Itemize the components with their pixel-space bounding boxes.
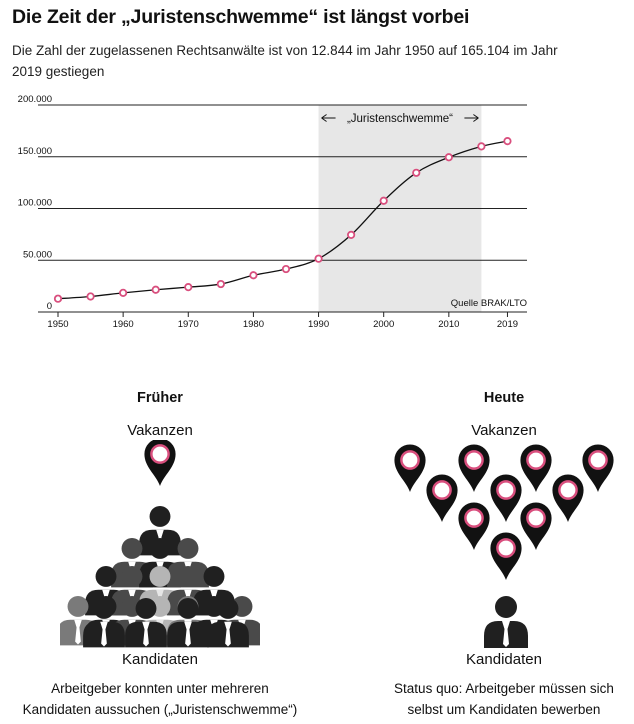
caption-frueher-line-1: Arbeitgeber konnten unter mehreren: [51, 681, 269, 696]
person-head: [150, 538, 171, 559]
person-head: [178, 566, 199, 587]
location-pin-icon: [520, 502, 551, 550]
panel-heading-heute: Heute: [483, 390, 525, 406]
data-point: [283, 266, 289, 272]
data-point: [315, 255, 321, 261]
data-point: [185, 284, 191, 290]
x-tick-label: 2019: [496, 319, 519, 330]
pin-center: [497, 481, 514, 498]
data-point: [120, 290, 126, 296]
person-head: [218, 598, 239, 619]
person-head: [204, 566, 225, 587]
person-head: [150, 566, 171, 587]
person-head: [178, 598, 199, 619]
person-head: [495, 596, 517, 618]
source-note: Quelle BRAK/LTO: [450, 298, 527, 309]
location-pin-icon: [552, 474, 583, 522]
data-point: [153, 287, 159, 293]
location-pin-icon: [582, 444, 613, 492]
location-pin-icon: [144, 440, 175, 486]
person-head: [68, 596, 89, 617]
x-tick-label: 1950: [47, 319, 69, 330]
caption-frueher-line-2: Kandidaten aussuchen („Juristenschwemme“): [22, 702, 298, 717]
chart-subtitle: Die Zahl der zugelassenen Rechtsanwälte ist von 12.844 im Jahr 1950 auf 165.104 im Jahr 2019 gestiegen: [12, 43, 558, 79]
person-head: [94, 598, 115, 619]
location-pin-icon: [458, 444, 489, 492]
pin-center: [559, 481, 576, 498]
pin-center: [465, 451, 482, 468]
x-tick-label: 1960: [112, 319, 134, 330]
caption-heute: [354, 678, 634, 720]
data-point: [55, 296, 61, 302]
person-icon: [484, 596, 528, 648]
location-pin-icon: [426, 474, 457, 522]
person-head: [150, 506, 171, 527]
x-tick-label: 2010: [438, 319, 460, 330]
y-tick-label: 200.000: [17, 94, 52, 105]
pin-center: [433, 481, 450, 498]
y-tick-label: 100.000: [17, 197, 52, 209]
location-pin-icon: [458, 502, 489, 550]
panel-heading-frueher: Früher: [137, 390, 183, 406]
x-tick-label: 1980: [242, 319, 264, 330]
x-tick-label: 2000: [373, 319, 395, 330]
pin-center: [527, 451, 544, 468]
person-head: [96, 566, 117, 587]
pin-center: [497, 539, 514, 556]
highlight-label: „Juristenschwemme“: [346, 113, 454, 125]
data-point: [87, 293, 93, 299]
y-tick-label: 50.000: [22, 249, 52, 261]
pin-center: [527, 509, 544, 526]
y-tick-label: 0: [46, 301, 52, 312]
x-tick-label: 1990: [307, 319, 330, 330]
illustration-frueher: [60, 440, 260, 650]
person-head: [122, 538, 143, 559]
label-kandidaten-heute: Kandidaten: [466, 651, 542, 668]
data-point: [413, 170, 419, 176]
caption-heute-line-2: selbst um Kandidaten bewerben: [407, 702, 601, 717]
y-tick-label: 150.000: [17, 145, 52, 157]
person-head: [122, 566, 143, 587]
line-chart: [0, 88, 634, 338]
data-point: [504, 138, 510, 144]
caption-frueher: [10, 678, 310, 720]
label-vakanzen-frueher: Vakanzen: [127, 422, 193, 439]
person-head: [136, 598, 157, 619]
location-pin-icon: [394, 444, 425, 492]
caption-heute-line-1: Status quo: Arbeitgeber müssen sich: [394, 681, 614, 696]
chart-title: Die Zeit der „Juristenschwemme“ ist längst vorbei: [12, 6, 470, 28]
location-pin-icon: [520, 444, 551, 492]
location-pin-icon: [490, 532, 521, 580]
location-pin-icon: [490, 474, 521, 522]
pin-center: [465, 509, 482, 526]
pin-center: [401, 451, 418, 468]
data-point: [250, 272, 256, 278]
x-tick-label: 1970: [177, 319, 199, 330]
label-kandidaten-frueher: Kandidaten: [122, 651, 198, 668]
data-point: [478, 143, 484, 149]
pin-center: [589, 451, 606, 468]
data-point: [348, 232, 354, 238]
data-point: [218, 281, 224, 287]
person-head: [178, 538, 199, 559]
illustration-heute: [384, 440, 624, 650]
data-point: [380, 198, 386, 204]
pin-center: [151, 445, 168, 462]
data-point: [446, 154, 452, 160]
label-vakanzen-heute: Vakanzen: [471, 422, 537, 439]
